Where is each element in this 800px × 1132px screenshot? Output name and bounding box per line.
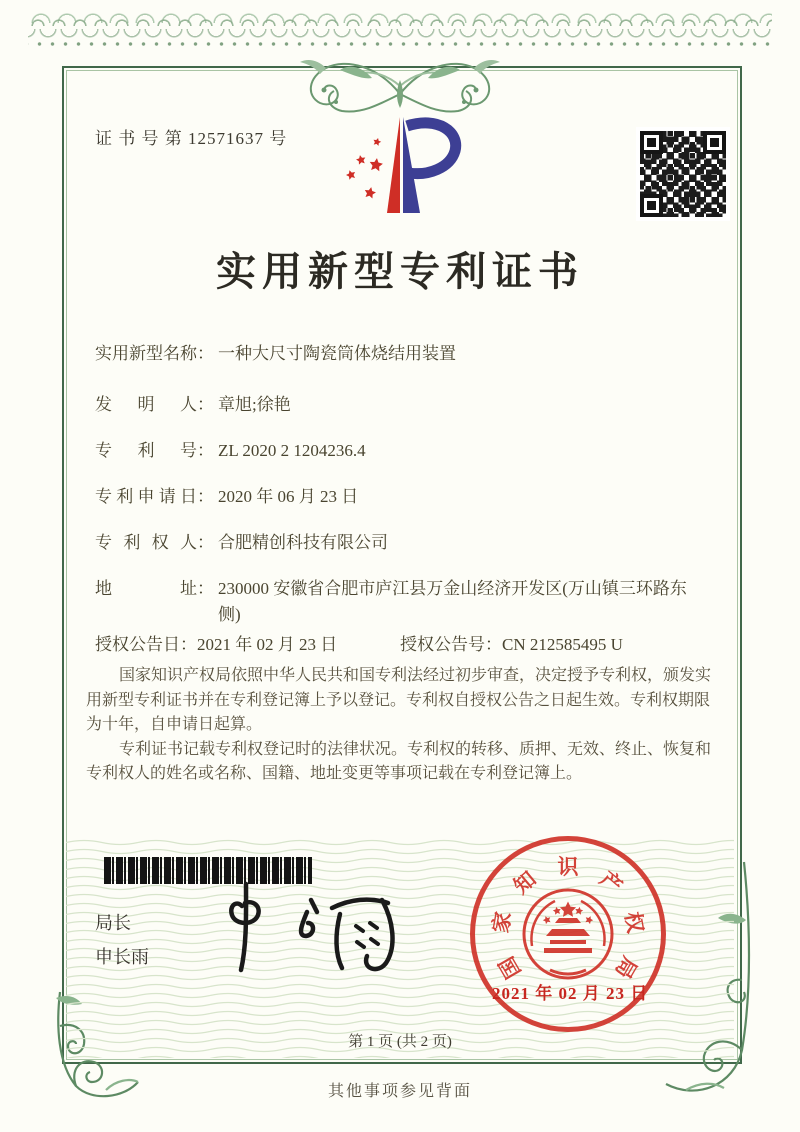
field-value: 一种大尺寸陶瓷筒体烧结用装置 bbox=[218, 344, 456, 363]
field-label: 实用新型名称 bbox=[95, 344, 197, 363]
field-row-patentee bbox=[95, 530, 707, 556]
page-number: 第 1 页 (共 2 页) bbox=[348, 1034, 452, 1050]
signature-icon bbox=[212, 872, 417, 984]
legal-paragraph-2: 专利证书记载专利权登记时的法律状况。专利权的转移、质押、无效、终止、恢复和专利权人的姓名或名称、国籍、地址变更等事项记载在专利登记簿上。 bbox=[86, 740, 712, 782]
lace-border-icon bbox=[28, 5, 772, 47]
seal-char: 国 bbox=[494, 952, 526, 983]
grant-no-value: CN 212585495 U bbox=[502, 635, 623, 654]
certificate-title: 实用新型专利证书 bbox=[216, 249, 584, 294]
qr-finder-icon bbox=[703, 131, 726, 154]
field-row-patent-number bbox=[95, 438, 707, 464]
field-colon: ： bbox=[197, 487, 214, 506]
grant-row bbox=[95, 630, 735, 655]
field-colon: ： bbox=[197, 344, 214, 363]
field-label: 专利权人 bbox=[95, 533, 197, 552]
cnipa-logo-icon bbox=[336, 114, 468, 218]
seal-char: 权 bbox=[620, 909, 648, 935]
commissioner-title: 局长 bbox=[95, 913, 131, 933]
field-row-address bbox=[95, 576, 707, 628]
seal-char: 知 bbox=[509, 866, 541, 899]
field-value: 合肥精创科技有限公司 bbox=[218, 533, 388, 552]
seal-char: 产 bbox=[595, 866, 627, 899]
qr-code-icon bbox=[636, 127, 730, 221]
field-value: 章旭;徐艳 bbox=[218, 395, 291, 414]
qr-finder-icon bbox=[640, 194, 663, 217]
field-value: ZL 2020 2 1204236.4 bbox=[218, 441, 366, 460]
grant-date-value: 2021 年 02 月 23 日 bbox=[197, 635, 338, 654]
qr-finder-icon bbox=[640, 131, 663, 154]
field-label: 专利号 bbox=[95, 441, 197, 460]
certificate-number: 证 书 号 第 12571637 号 bbox=[95, 129, 288, 148]
field-label: 专利申请日 bbox=[95, 487, 197, 506]
seal-char: 家 bbox=[488, 909, 516, 935]
grant-no-label: 授权公告号 bbox=[400, 635, 485, 654]
field-row-inventor bbox=[95, 392, 707, 418]
field-colon: ： bbox=[485, 635, 502, 654]
legal-paragraph-1: 国家知识产权局依照中华人民共和国专利法经过初步审查，决定授予专利权，颁发实用新型专利证书并在专利登记簿上予以登记。专利权自授权公告之日起生效。专利权期限为十年，自申请日起算。 bbox=[86, 667, 712, 733]
field-value: 2020 年 06 月 23 日 bbox=[218, 487, 359, 506]
seal-char: 识 bbox=[557, 855, 579, 879]
field-row-name bbox=[95, 341, 707, 367]
national-emblem-icon bbox=[520, 884, 616, 984]
field-label: 地址 bbox=[95, 579, 197, 598]
field-row-filing-date bbox=[95, 484, 707, 510]
grant-date-label: 授权公告日 bbox=[95, 635, 180, 654]
field-colon: ： bbox=[197, 533, 214, 552]
commissioner-block bbox=[95, 906, 149, 974]
field-colon: ： bbox=[197, 441, 214, 460]
seal-date: 2021 年 02 月 23 日 bbox=[492, 984, 649, 1003]
legal-text bbox=[86, 664, 720, 787]
seal-char: 局 bbox=[610, 952, 642, 983]
field-colon: ： bbox=[197, 579, 214, 598]
footer-note: 其他事项参见背面 bbox=[327, 1083, 472, 1100]
commissioner-name: 申长雨 bbox=[95, 947, 149, 967]
field-value: 230000 安徽省合肥市庐江县万金山经济开发区(万山镇三环路东侧) bbox=[218, 579, 687, 624]
field-colon: ： bbox=[180, 635, 197, 654]
field-colon: ： bbox=[197, 395, 214, 414]
field-label: 发明人 bbox=[95, 395, 197, 414]
